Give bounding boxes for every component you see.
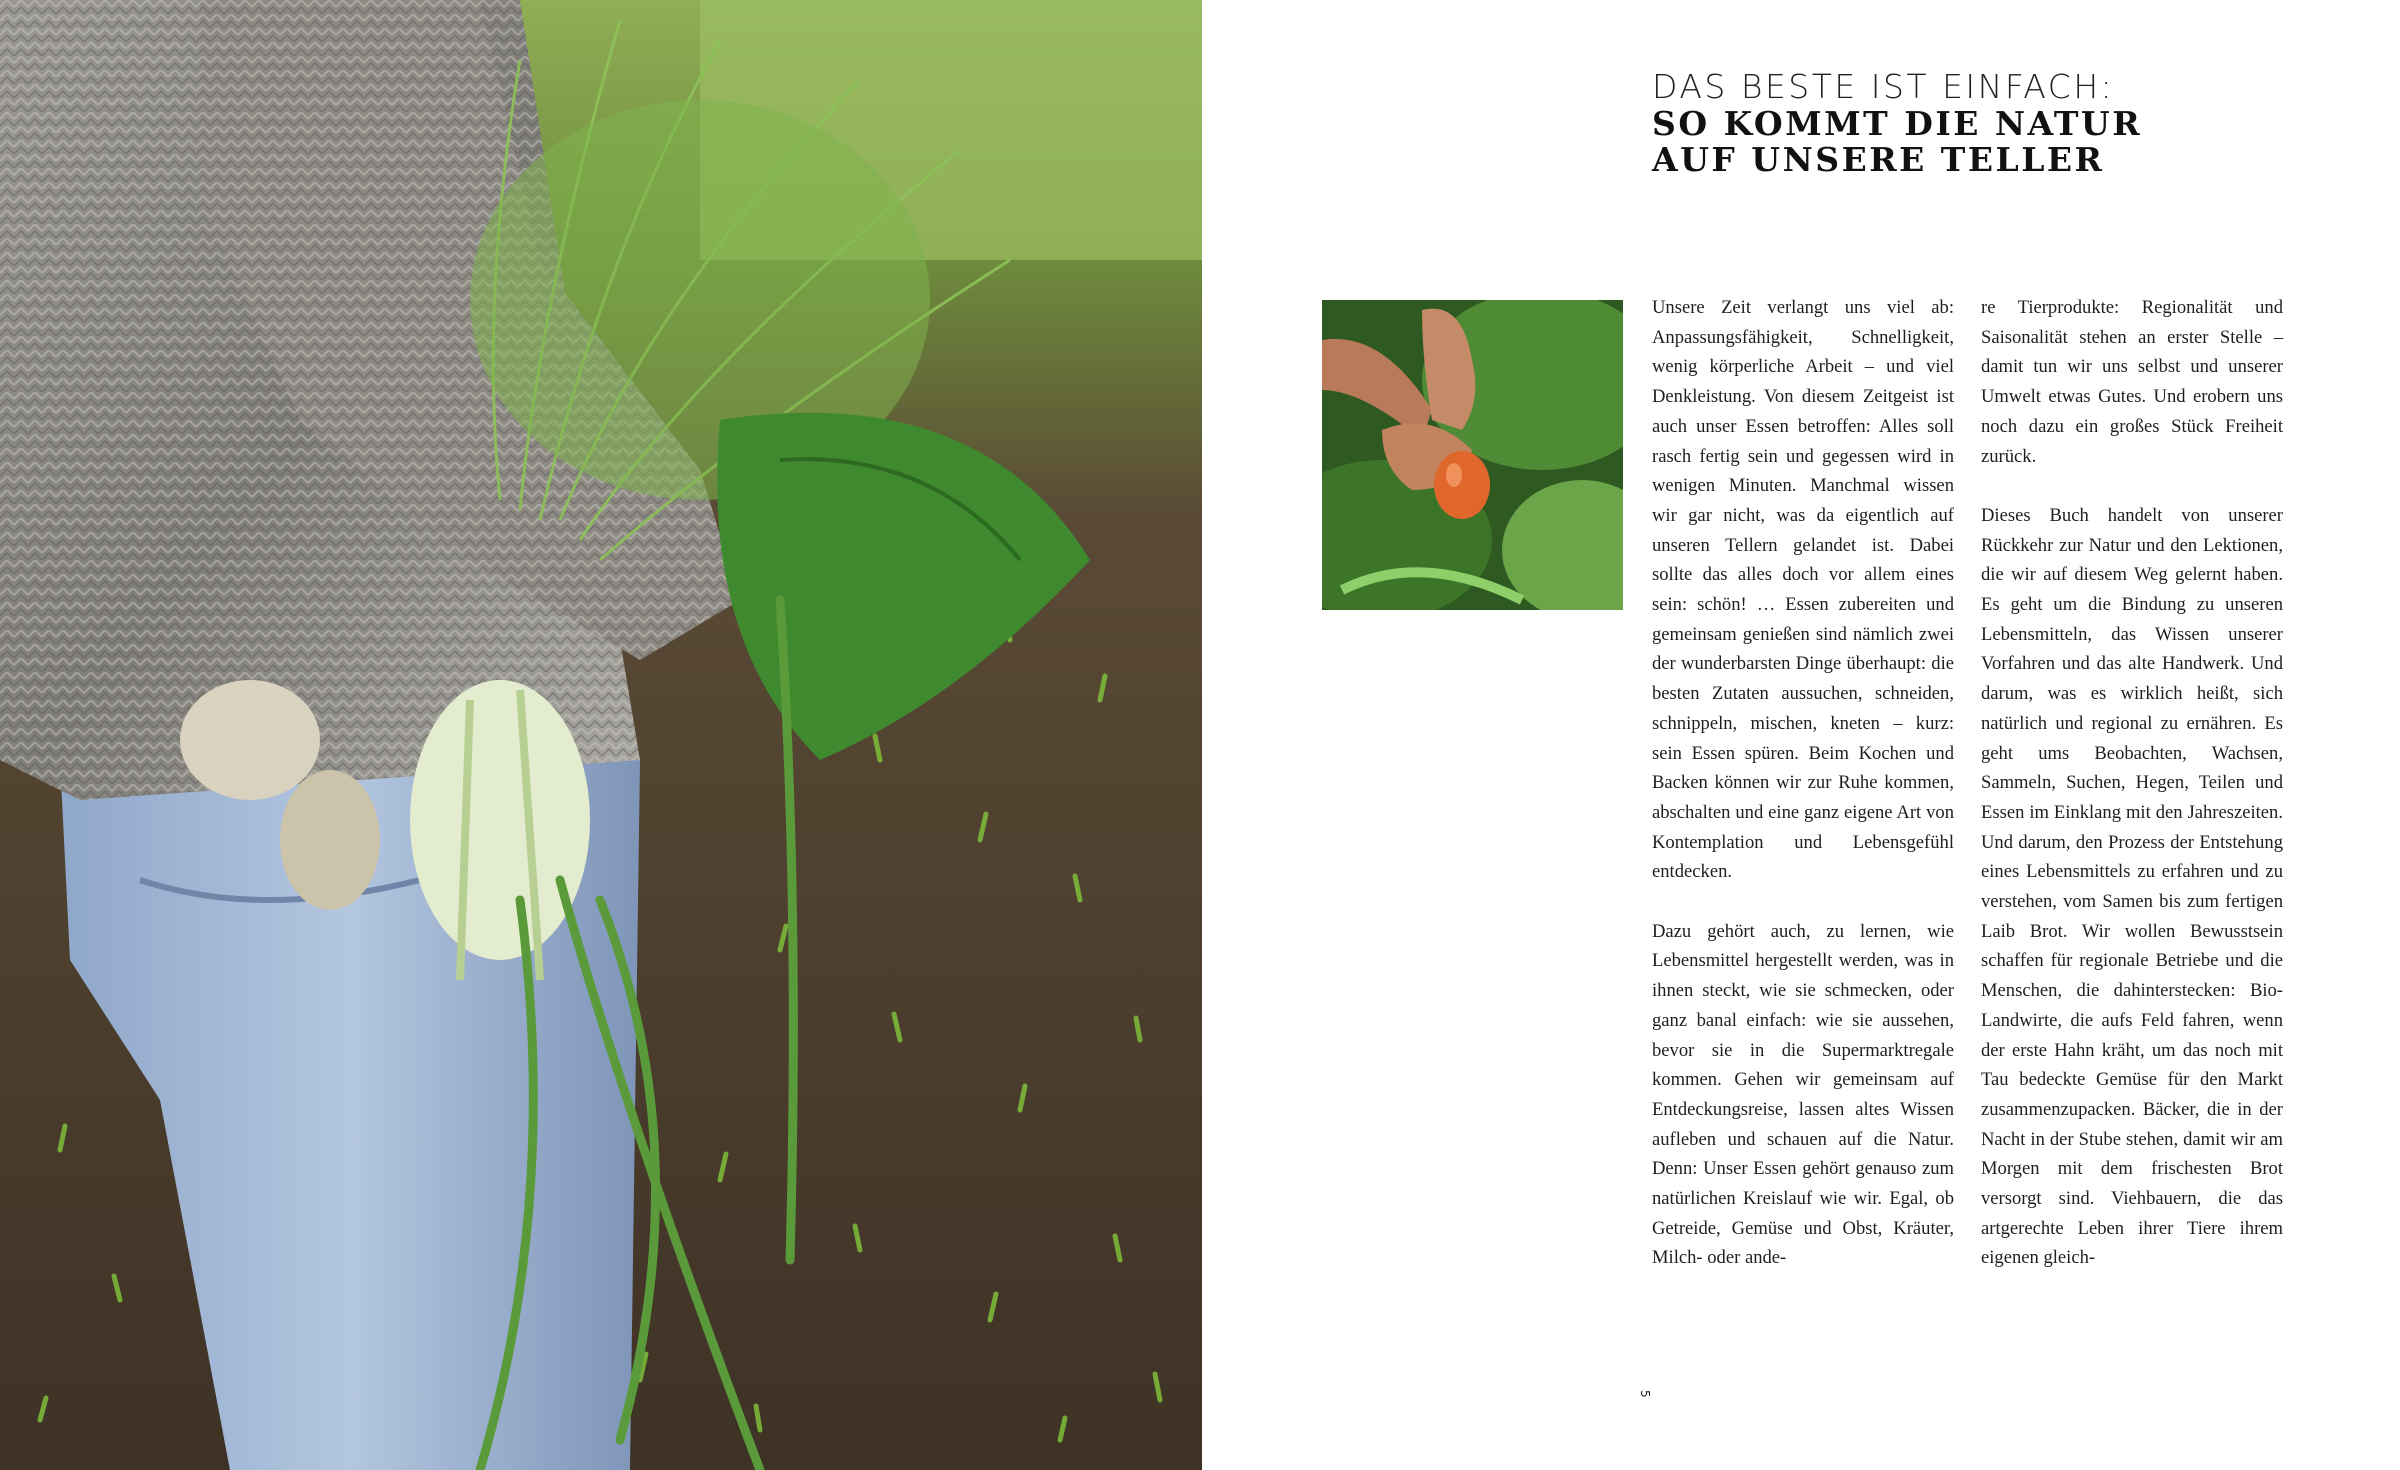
- paragraph: Unsere Zeit verlangt uns viel ab: Anpassungsfähigkeit, Schnelligkeit, wenig körperliche Arbeit – und viel Denkleistung. Von diesem Zeitgeist ist auch unser Essen betroffen: Alles soll rasch fertig sein und gegessen wird in wenigen Minuten. Manchmal wissen wir gar nicht, was da eigentlich auf unseren Tellern gelandet ist. Dabei sollte das alles doch vor allem eines sein: schön! … Essen zubereiten und gemeinsam genießen sind nämlich zwei der wunderbarsten Dinge überhaupt: die besten Zutaten aussuchen, schneiden, schnippeln, mischen, kneten – kurz: sein Essen spüren. Beim Kochen und Backen können wir zur Ruhe kommen, abschalten und eine ganz eigene Art von Kontemplation und Lebensgefühl entdecken.: [1652, 297, 1954, 883]
- paragraph: re Tierprodukte: Regionalität und Saisonalität stehen an erster Stelle – damit tun wir uns selbst und unserer Umwelt etwas Gutes. Und erobern uns noch dazu ein großes Stück Freiheit zurück.: [1981, 297, 2283, 467]
- title-kicker: DAS BESTE IST EINFACH:: [1652, 67, 2115, 106]
- photo-hands-harvesting-pepper: [1322, 300, 1623, 610]
- title-main-line1: SO KOMMT DIE NATUR: [1652, 104, 2143, 143]
- title-main-line2: AUF UNSERE TELLER: [1652, 140, 2105, 179]
- text-column-1: [1652, 293, 1954, 1273]
- paragraph: Dazu gehört auch, zu lernen, wie Lebensmittel hergestellt werden, was in ihnen steckt, wie sie schmecken, oder ganz banal einfach: wie sie aussehen, bevor sie in die Supermarktregale kommen. Gehen wir gemeinsam auf Entdeckungsreise, lassen altes Wissen aufleben und schauen auf die Natur. Denn: Unser Essen gehört genauso zum natürlichen Kreislauf wie wir. Egal, ob Getreide, Gemüse und Obst, Kräuter, Milch- oder ande-: [1652, 920, 1954, 1269]
- page-number: 5: [1638, 1390, 1652, 1398]
- paragraph: Dieses Buch handelt von unserer Rückkehr zur Natur und den Lektionen, die wir auf diesem Weg gelernt haben. Es geht um die Bindung zu unseren Lebensmitteln, das Wissen unserer Vorfahren und das alte Handwerk. Und darum, was es wirklich heißt, sich natürlich und regional zu ernähren. Es geht ums Beobachten, Wachsen, Sammeln, Suchen, Hegen, Teilen und Essen im Einklang mit den Jahreszeiten. Und darum, den Prozess der Entstehung eines Lebensmittels zu erfahren und zu verstehen, vom Samen bis zum fertigen Laib Brot. Wir wollen Bewusstsein schaffen für regionale Betriebe und die Menschen, die dahinterstecken: Bio-Landwirte, die aufs Feld fahren, wenn der erste Hahn kräht, um das noch mit Tau bedeckte Gemüse für den Markt zusammenzupacken. Bäcker, die in der Nacht in der Stube stehen, damit wir am Morgen mit dem frischesten Brot versorgt sind. Viehbauern, die das artgerechte Leben ihrer Tiere ihrem eigenen gleich-: [1981, 504, 2283, 1269]
- right-page: [1202, 0, 2400, 1470]
- chapter-title: [1652, 68, 2352, 178]
- text-column-2: [1981, 293, 2283, 1273]
